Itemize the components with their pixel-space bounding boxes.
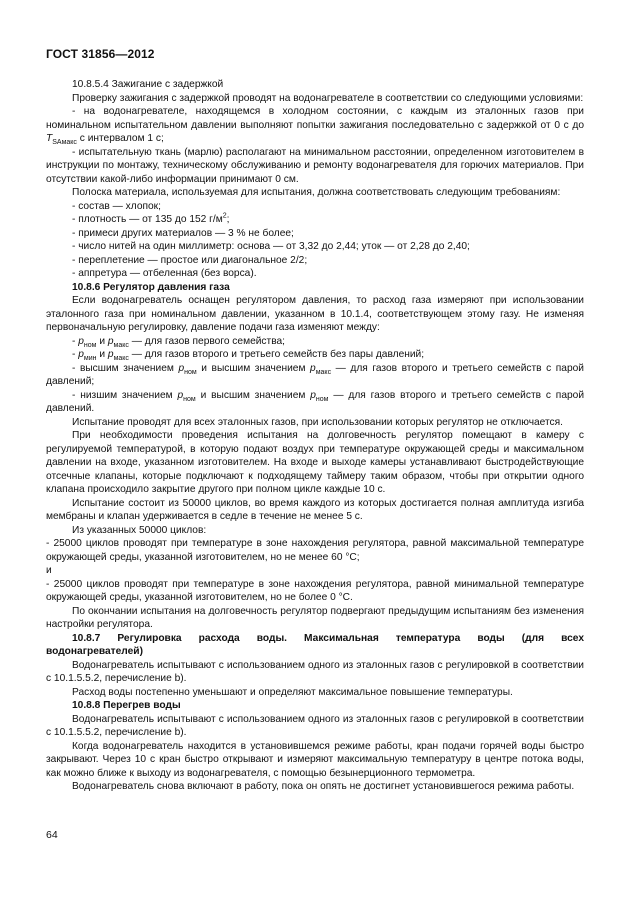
list-item: - $p_{ном}$ и $p_{макс}$ — для газов первого семейства; [72,335,285,349]
section-title-10-8-7-cont: водонагревателей) [46,646,143,657]
list-item: - аппретура — отбеленная (без ворса). [72,268,257,279]
section-title-10-8-6: 10.8.6 Регулятор давления газа [72,281,230,293]
list-item: - число нитей на один миллиметр: основа — от 3,32 до 2,44; уток — от 2,28 до 2,40; [72,241,470,252]
list-item: - испытательную ткань (марлю) располагают на минимальном расстоянии, определенном изготовителем в инструкции по монтажу, техническому обслуживанию и ремонту водонагревателя для горючих материалов. При отсутствии какой-либо информации принимают 0 см. [46,146,584,185]
paragraph: При необходимости проведения испытания на долговечность регулятор помещают в камеру с регулируемой температурой, в которую подают воздух при температуре окружающей среды и максимальном давлении на входе, указанном изготовителем. На входе и выходе камеры устанавливают быстродействующие отсечные клапаны, которые подключают к подходящему таймеру таким образом, чтобы при открытии одного клапана происходило закрытие другого при полном цикле каждые 10 с. [46,430,584,495]
paragraph: Когда водонагреватель находится в установившемся режиме работы, кран подачи горячей воды быстро закрывают. Через 10 с кран быстро открывают и измеряют максимальную температуру в центре потока воды, как можно ближе к выходу из водонагревателя, с помощью безынерционного термометра. [46,740,584,779]
page-number: 64 [46,829,58,841]
paragraph: Водонагреватель снова включают в работу, пока он опять не достигнет установившегося режима работы. [72,781,575,792]
paragraph: Испытание проводят для всех эталонных газов, при использовании которых регулятор не отключается. [72,416,563,428]
paragraph: Из указанных 50000 циклов: [72,524,207,536]
document-header: ГОСТ 31856—2012 [46,47,155,61]
subsection-title-10-8-5-4: 10.8.5.4 Зажигание с задержкой [72,79,224,90]
section-title-10-8-7: 10.8.7 Регулировка расхода воды. Максимальная температура воды (для всех [72,632,584,644]
paragraph: Если водонагреватель оснащен регулятором давления, то расход газа измеряют при использовании эталонного газа при номинальном давлении, указанном в 10.1.4, соответствующем этому газу. Не изменяя первоначальную регулировку, давление подачи газа изменяют между: [46,295,584,333]
list-item: - на водонагревателе, находящемся в холодном состоянии, с каждым из эталонных газов при номинальном испытательном давлении выполняют попытки зажигания последовательно с задержкой от 0 с до $T_{SAмакс}$ с интервалом 1 с; [46,106,584,147]
list-item: - 25000 циклов проводят при температуре в зоне нахождения регулятора, равной минимальной температуре окружающей среды, указанной изготовителем, но не более 0 °С. [46,578,584,603]
list-item: - плотность — от 135 до 152 $г/м^2$; [72,212,230,225]
list-item: - низшим значением $p_{ном}$ и высшим значением $p_{ном}$ — для газов второго и третьего семейств с парой давлений. [46,389,585,414]
paragraph: По окончании испытания на долговечность регулятор подвергают предыдущим испытаниям без изменения настройки регулятора. [46,605,584,630]
paragraph: Водонагреватель испытывают с использованием одного из эталонных газов с регулировкой в соответствии с 10.1.5.5.2, перечисление b). [46,713,584,738]
list-item: - переплетение — простое или диагональное 2/2; [72,254,308,266]
paragraph: Водонагреватель испытывают с использованием одного из эталонных газов с регулировкой в соответствии с 10.1.5.5.2, перечисление b). [46,659,584,684]
conjunction: и [46,565,52,576]
paragraph: Проверку зажигания с задержкой проводят на водонагревателе в соответствии со следующими условиями: [72,92,584,104]
paragraph: Полоска материала, используемая для испытания, должна соответствовать следующим требованиям: [72,187,561,198]
document-body [46,78,584,794]
list-item: - высшим значением $p_{ном}$ и высшим значением $p_{макс}$ — для газов второго и третьего семейств с парой давлений; [46,362,584,387]
paragraph: Расход воды постепенно уменьшают и определяют максимальное повышение температуры. [72,686,513,698]
paragraph: Испытание состоит из 50000 циклов, во время каждого из которых достигается полная амплитуда изгиба мембраны и клапан удерживается в седле в течение не менее 5 с. [46,497,584,522]
list-item: - $p_{мин}$ и $p_{макс}$ — для газов второго и третьего семейств без пары давлений; [72,349,425,363]
section-title-10-8-8: 10.8.8 Перегрев воды [72,700,181,711]
list-item: - состав — хлопок; [72,200,161,212]
list-item: - 25000 циклов проводят при температуре в зоне нахождения регулятора, равной максимальной температуре окружающей среды, указанной изготовителем, но не менее 60 °С; [46,538,584,563]
list-item: - примеси других материалов — 3 % не более; [72,227,294,239]
